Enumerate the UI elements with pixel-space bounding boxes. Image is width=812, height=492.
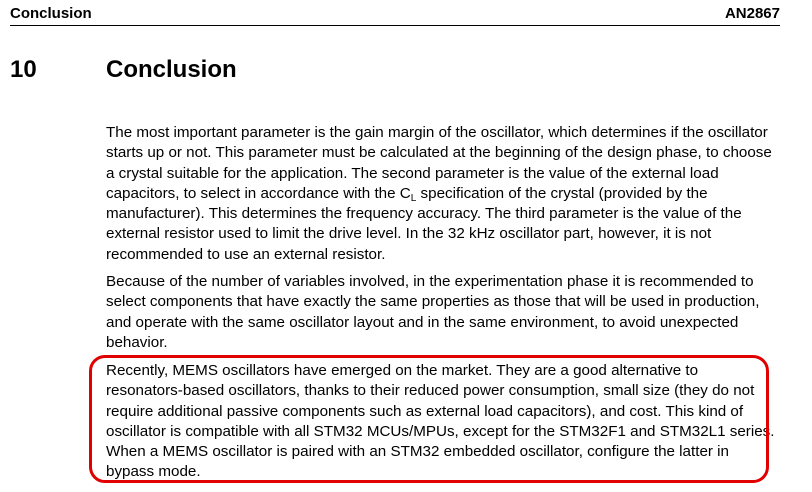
paragraph-experimentation: Because of the number of variables involved, in the experimentation phase it is recommended to select components that have exactly the same properties as those that will be used in production, and operate with the same oscillator layout and in the same environment, to avoid unexpected behavior.	[106, 273, 760, 351]
paragraph-mems-oscillators: Recently, MEMS oscillators have emerged on the market. They are a good alternative to resonators-based oscillators, thanks to their reduced power consumption, small size (they do not require additional passive components such as external load capacitors), and cost. This kind of oscillator is compatible with all STM32 MCUs/MPUs, except for the STM32F1 and STM32L1 series. When a MEMS oscillator is paired with an STM32 embedded oscillator, configure the latter in bypass mode.	[106, 362, 775, 481]
section-number: 10	[10, 56, 37, 83]
paragraph-text-part: specification of the crystal (provided by the manufacturer). This determines the frequency accuracy. The third parameter is the value of the external resistor used to limit the drive level. In the 32 kHz oscillator part, however, it is not recommended to use an external resistor.	[106, 184, 742, 263]
paragraph-text-part: The most important parameter is the gain margin of the oscillator, which determines if the oscillator starts up or not. This parameter must be calculated at the beginning of the design phase, to choose a crystal suitable for the application. The second parameter is the value of the external load capacitors, to select in accordance with the C	[106, 124, 772, 202]
section-title: Conclusion	[106, 56, 237, 83]
subscript-l: L	[410, 192, 417, 204]
page-header	[10, 5, 780, 26]
paragraph-oscillator-parameters	[106, 123, 778, 265]
header-doc-id: AN2867	[724, 5, 780, 22]
header-section-label: Conclusion	[10, 5, 92, 22]
